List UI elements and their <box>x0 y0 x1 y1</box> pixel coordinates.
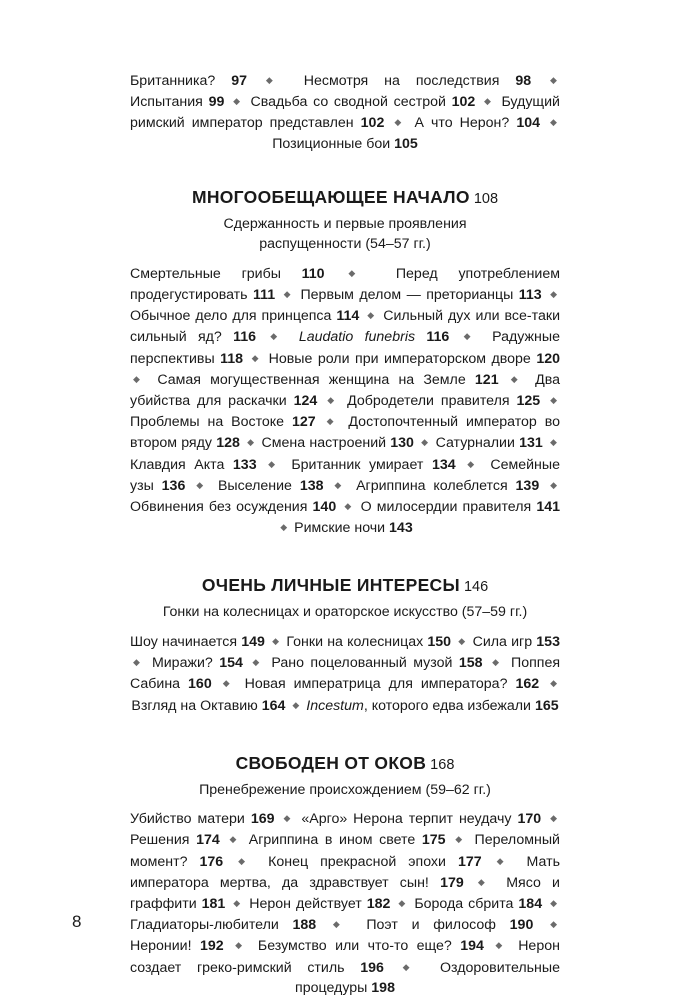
toc-entry-title: Incestum, которого едва избежали <box>306 697 531 714</box>
toc-entry-title: Сатурналии <box>435 435 515 452</box>
section-subtitle-line: распущенности (54–57 гг.) <box>259 236 431 253</box>
toc-entry-page: 158 <box>458 655 483 672</box>
toc-entry[interactable] <box>306 698 558 714</box>
toc-entry-title: Проблемы на Востоке <box>130 414 285 431</box>
separator-diamond-icon: ◆ <box>550 898 557 909</box>
separator-diamond-icon: ◆ <box>550 678 557 689</box>
toc-entry[interactable] <box>245 676 540 692</box>
toc-entry-page: 97 <box>231 73 247 89</box>
toc-entry-title: Убийство матери <box>130 811 245 828</box>
toc-entry-page: 179 <box>440 874 464 891</box>
toc-entry-page: 125 <box>516 393 541 410</box>
toc-entry[interactable] <box>258 938 484 954</box>
toc-entry-title: Обвинения без осуждения <box>130 499 308 516</box>
separator-diamond-icon: ◆ <box>496 855 512 866</box>
toc-entry-title: Гладиаторы-любители <box>130 917 279 934</box>
toc-entry-page: 102 <box>451 94 476 111</box>
toc-entry[interactable] <box>249 832 446 848</box>
toc-entry-title: Поэт и философ <box>366 917 496 934</box>
toc-entry-title: Переломный момент? <box>130 832 560 870</box>
toc-entry-page: 176 <box>199 853 224 870</box>
toc-entry-title: Шоу начинается <box>130 633 238 650</box>
toc-entry[interactable] <box>130 457 257 473</box>
toc-entry-page: 116 <box>426 329 450 346</box>
section-subtitle <box>130 214 560 255</box>
toc-entry-title: Агриппина в ином свете <box>248 832 416 849</box>
toc-entry-title: Несмотря на последствия <box>303 73 500 89</box>
toc-entry[interactable] <box>304 73 531 89</box>
toc-entry-title: Нерон создает греко-римский стиль <box>130 938 560 976</box>
toc-entry[interactable] <box>130 938 224 954</box>
toc-entry-title: Британник умирает <box>291 456 424 473</box>
toc-entry[interactable] <box>291 457 455 473</box>
toc-entry-page: 121 <box>474 371 499 388</box>
toc-entry[interactable] <box>249 896 390 912</box>
toc-entry[interactable] <box>414 115 540 131</box>
toc-entry-page: 170 <box>517 811 542 828</box>
toc-entry-title: Испытания <box>130 94 203 111</box>
separator-diamond-icon: ◆ <box>272 635 280 646</box>
separator-diamond-icon: ◆ <box>477 876 493 887</box>
toc-entry-page: 165 <box>534 697 559 714</box>
separator-diamond-icon: ◆ <box>268 458 280 469</box>
toc-entry-page: 190 <box>509 917 534 934</box>
toc-section <box>130 752 560 998</box>
section-subtitle <box>130 780 560 801</box>
toc-entry-page: 153 <box>536 633 560 650</box>
toc-entry[interactable] <box>366 917 533 933</box>
toc-entry-page: 174 <box>196 832 220 849</box>
section-title-page: 146 <box>459 579 489 596</box>
toc-entry[interactable] <box>347 393 540 409</box>
toc-entry[interactable] <box>361 499 560 515</box>
separator-diamond-icon: ◆ <box>133 657 143 668</box>
separator-diamond-icon: ◆ <box>550 395 558 406</box>
toc-entry[interactable] <box>130 414 316 430</box>
toc-entry[interactable] <box>286 634 451 650</box>
toc-section <box>130 574 560 715</box>
toc-entry-title: Самая могущественная женщина на Земле <box>157 371 466 388</box>
section-subtitle <box>130 602 560 623</box>
toc-entry-page: 102 <box>360 115 385 132</box>
section-subtitle-line: Сдержанность и первые проявления <box>223 215 467 232</box>
toc-entry-page: 160 <box>188 676 212 693</box>
toc-entry-title: Британника? <box>130 73 216 89</box>
toc-entry[interactable] <box>130 308 359 324</box>
toc-entry-page: 182 <box>366 896 391 913</box>
toc-entry-title: Первым делом — преторианцы <box>300 287 514 304</box>
toc-entry[interactable] <box>131 698 285 714</box>
section-title-text: СВОБОДЕН ОТ ОКОВ <box>235 752 427 773</box>
toc-entry-page: 128 <box>216 435 240 452</box>
toc-entry-title: Поппея Сабина <box>130 655 561 693</box>
toc-entry[interactable] <box>473 634 560 650</box>
toc-entry-page: 116 <box>233 329 256 346</box>
toc-entries <box>130 808 560 998</box>
toc-entry-title: Гонки на колесницах <box>286 633 424 650</box>
toc-entry-page: 141 <box>536 499 560 516</box>
separator-diamond-icon: ◆ <box>222 678 234 689</box>
toc-entry-title: Семейные узы <box>130 456 560 494</box>
toc-entry-title: Римские ночи <box>294 520 386 537</box>
toc-entries <box>130 70 560 154</box>
toc-entry-title: Конец прекрасной эпохи <box>268 853 446 870</box>
toc-section-continued <box>130 70 560 154</box>
separator-diamond-icon: ◆ <box>550 117 557 128</box>
separator-diamond-icon: ◆ <box>455 834 465 845</box>
toc-entry-title: Обычное дело для принцепса <box>130 308 332 325</box>
separator-diamond-icon: ◆ <box>550 289 558 300</box>
toc-entry-title: Смертельные грибы <box>130 265 281 282</box>
toc-entry-page: 130 <box>390 435 414 452</box>
toc-entry-page: 134 <box>431 456 456 473</box>
toc-entry-title: Неронии! <box>130 938 192 955</box>
toc-entry-title: «Арго» Нерона терпит неудачу <box>301 811 512 828</box>
toc-entry[interactable] <box>218 478 324 494</box>
separator-diamond-icon: ◆ <box>348 267 373 278</box>
separator-diamond-icon: ◆ <box>326 416 338 427</box>
toc-entry-title: Взгляд на Октавию <box>131 697 258 714</box>
toc-entries <box>130 631 560 716</box>
section-title-text: МНОГООБЕЩАЮЩЕЕ НАЧАЛО <box>191 186 470 207</box>
toc-entry-title: Безумство или что-то еще? <box>257 938 452 955</box>
toc-entry-page: 140 <box>312 499 337 516</box>
separator-diamond-icon: ◆ <box>233 96 242 107</box>
toc-entry-page: 149 <box>241 633 265 650</box>
toc-entry-page: 104 <box>516 115 540 132</box>
toc-entry-title: Позиционные бои <box>272 135 391 152</box>
toc-entry-page: 175 <box>421 832 446 849</box>
toc-entry[interactable] <box>130 499 336 515</box>
toc-entry-page: 118 <box>220 350 244 367</box>
toc-entry[interactable] <box>130 73 247 89</box>
toc-entry-title: Два убийства для раскачки <box>130 371 561 410</box>
toc-entry[interactable] <box>262 435 414 451</box>
separator-diamond-icon: ◆ <box>247 437 255 448</box>
toc-entry-page: 154 <box>219 655 243 672</box>
section-title <box>130 186 560 210</box>
toc-entry-title: Нерон действует <box>249 896 362 913</box>
toc-entry[interactable] <box>130 917 316 933</box>
separator-diamond-icon: ◆ <box>280 522 288 533</box>
section-title-text: ОЧЕНЬ ЛИЧНЫЕ ИНТЕРЕСЫ <box>201 575 460 596</box>
toc-entry[interactable] <box>152 655 243 671</box>
section-title <box>130 752 560 776</box>
toc-entry-title: Мясо и граффити <box>130 874 560 913</box>
toc-entry-page: 136 <box>161 477 186 494</box>
toc-entry-page: 194 <box>460 938 484 955</box>
toc-entry[interactable] <box>157 372 498 388</box>
toc-entry[interactable] <box>269 351 560 367</box>
separator-diamond-icon: ◆ <box>550 813 557 824</box>
toc-entries <box>130 263 560 539</box>
toc-entry-title: Сила игр <box>472 633 533 650</box>
toc-entry-page: 196 <box>360 959 384 976</box>
separator-diamond-icon: ◆ <box>458 635 466 646</box>
toc-entry-title: Добродетели правителя <box>347 393 510 410</box>
separator-diamond-icon: ◆ <box>344 501 353 512</box>
toc-entry[interactable] <box>294 520 413 536</box>
toc-entry-page: 150 <box>427 633 452 650</box>
toc-entry-title: А что Нерон? <box>414 115 510 132</box>
toc-entry-page: 114 <box>336 308 360 325</box>
toc-entry-title: Оздоровительные процедуры <box>295 959 560 996</box>
toc-entry-page: 188 <box>292 917 317 934</box>
toc-entry[interactable] <box>130 832 220 848</box>
separator-diamond-icon: ◆ <box>235 940 247 951</box>
toc-entry-title: Клавдия Акта <box>130 456 225 473</box>
separator-diamond-icon: ◆ <box>332 919 350 930</box>
section-title-page: 108 <box>469 190 499 207</box>
separator-diamond-icon: ◆ <box>252 657 262 668</box>
toc-entry[interactable] <box>436 435 543 451</box>
toc-entry-page: 98 <box>515 73 532 89</box>
toc-entry-title: Новая императрица для императора? <box>244 676 508 693</box>
section-title-page: 168 <box>426 756 455 773</box>
toc-entry[interactable] <box>250 94 475 110</box>
toc-entry[interactable] <box>130 266 325 282</box>
toc-entry[interactable] <box>301 811 541 827</box>
toc-entry-title: Смена настроений <box>261 435 387 452</box>
separator-diamond-icon: ◆ <box>510 373 523 384</box>
separator-diamond-icon: ◆ <box>196 479 208 490</box>
separator-diamond-icon: ◆ <box>492 657 502 668</box>
separator-diamond-icon: ◆ <box>229 834 240 845</box>
toc-entry-page: 99 <box>208 94 225 111</box>
separator-diamond-icon: ◆ <box>394 117 405 128</box>
toc-entry-title: Борода сбрита <box>414 896 514 913</box>
toc-entry[interactable] <box>271 655 482 671</box>
toc-entry-title: Мать императора мертва, да здравствует сын! <box>130 853 560 891</box>
toc-entry-title: Миражи? <box>151 655 213 672</box>
separator-diamond-icon: ◆ <box>398 898 407 909</box>
separator-diamond-icon: ◆ <box>265 75 285 85</box>
toc-entry[interactable] <box>356 478 539 494</box>
separator-diamond-icon: ◆ <box>238 855 254 866</box>
toc-entry-title: Будущий римский император представлен <box>130 94 560 132</box>
toc-entry-page: 138 <box>299 477 324 494</box>
separator-diamond-icon: ◆ <box>334 479 346 490</box>
toc-section <box>130 186 560 539</box>
toc-entry-page: 143 <box>389 520 413 537</box>
separator-diamond-icon: ◆ <box>550 75 557 85</box>
section-subtitle-line: Пренебрежение происхождением (59–62 гг.) <box>199 781 491 798</box>
toc-entry-page: 169 <box>250 811 275 828</box>
toc-entry-title: Новые роли при императорском дворе <box>268 350 531 367</box>
toc-entry-title: Laudatio funebris <box>298 329 416 346</box>
toc-entry-page: 177 <box>457 853 482 870</box>
page-number: 8 <box>72 912 82 931</box>
separator-diamond-icon: ◆ <box>463 331 478 342</box>
toc-entry-title: Достопочтенный император во втором ряду <box>130 414 560 452</box>
separator-diamond-icon: ◆ <box>367 310 376 321</box>
separator-diamond-icon: ◆ <box>233 898 242 909</box>
toc-entry-page: 133 <box>232 456 257 473</box>
toc-entry[interactable] <box>268 854 482 870</box>
toc-entry-page: 192 <box>199 938 224 955</box>
separator-diamond-icon: ◆ <box>484 96 493 107</box>
separator-diamond-icon: ◆ <box>133 373 146 384</box>
toc-entry-title: Перед употреблением продегустировать <box>130 265 560 304</box>
toc-entry-title: О милосердии правителя <box>360 499 532 516</box>
toc-entry[interactable] <box>130 634 265 650</box>
separator-diamond-icon: ◆ <box>550 919 557 930</box>
toc-entry-title: Сильный дух или все-таки сильный яд? <box>130 308 560 346</box>
section-title <box>130 574 560 598</box>
separator-diamond-icon: ◆ <box>270 331 285 342</box>
toc-entry-page: 120 <box>536 350 560 367</box>
separator-diamond-icon: ◆ <box>495 940 507 951</box>
toc-entry-page: 113 <box>518 287 542 304</box>
toc-entry-title: Рано поцелованный музой <box>271 655 453 672</box>
toc-entry-page: 139 <box>515 477 540 494</box>
toc-entry-page: 111 <box>253 287 276 304</box>
toc-entry-page: 105 <box>394 135 418 152</box>
toc-entry-title: Выселение <box>217 477 292 494</box>
toc-entry[interactable] <box>414 896 542 912</box>
separator-diamond-icon: ◆ <box>327 395 338 406</box>
toc-entry-page: 131 <box>519 435 543 452</box>
separator-diamond-icon: ◆ <box>467 458 479 469</box>
toc-entry[interactable] <box>130 811 275 827</box>
toc-entry-page: 162 <box>515 676 540 693</box>
separator-diamond-icon: ◆ <box>292 699 300 710</box>
toc-entry-page: 184 <box>518 896 543 913</box>
toc-entry-title: Радужные перспективы <box>130 329 560 367</box>
toc-entry-title: Свадьба со сводной сестрой <box>250 94 446 111</box>
separator-diamond-icon: ◆ <box>421 437 429 448</box>
toc-page <box>130 70 560 998</box>
separator-diamond-icon: ◆ <box>283 813 293 824</box>
toc-entry[interactable] <box>299 329 449 345</box>
toc-entry-title: Агриппина колеблется <box>356 477 508 494</box>
toc-entry[interactable] <box>130 94 224 110</box>
toc-entry-title: Решения <box>130 832 190 849</box>
section-subtitle-line: Гонки на колесницах и ораторское искусство (57–59 гг.) <box>162 604 528 621</box>
separator-diamond-icon: ◆ <box>251 352 261 363</box>
toc-entry[interactable] <box>272 136 418 152</box>
toc-entry-page: 164 <box>261 697 286 714</box>
toc-entry-page: 198 <box>371 979 395 996</box>
separator-diamond-icon: ◆ <box>550 437 557 448</box>
toc-entry-page: 110 <box>301 265 325 282</box>
toc-entry-page: 181 <box>201 896 226 913</box>
separator-diamond-icon: ◆ <box>283 289 293 300</box>
toc-entry[interactable] <box>300 287 541 303</box>
separator-diamond-icon: ◆ <box>550 479 558 490</box>
toc-entry-page: 127 <box>292 414 316 431</box>
toc-entry-page: 124 <box>293 393 318 410</box>
separator-diamond-icon: ◆ <box>402 961 422 972</box>
